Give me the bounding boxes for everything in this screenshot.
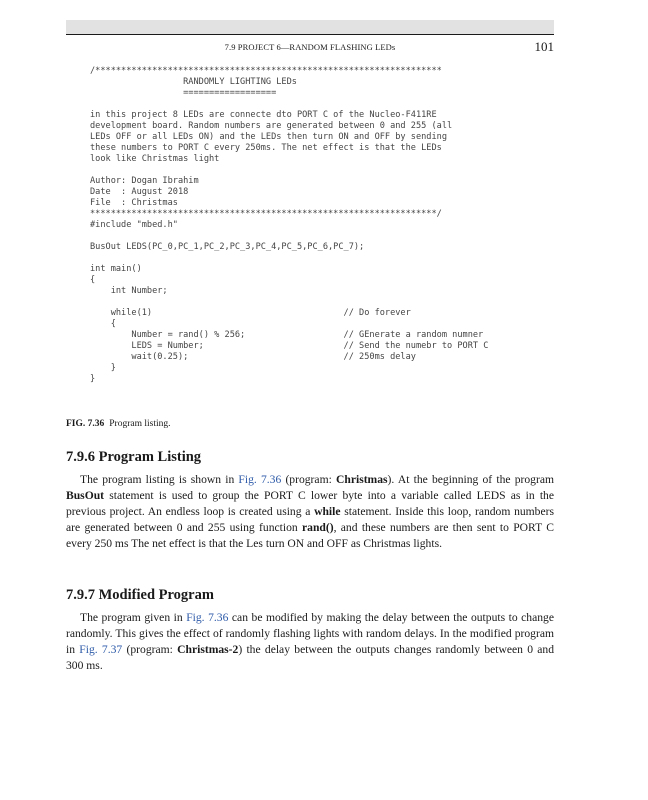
code-line	[90, 297, 560, 308]
text-run: statement is used to group the PORT C lower byte into a variable called LEDS as in the previous project. An endless loop is created using a	[66, 489, 554, 518]
bold-run: BusOut	[66, 489, 105, 502]
code-line	[90, 99, 560, 110]
code-line: look like Christmas light	[90, 154, 220, 164]
running-head	[66, 39, 554, 55]
code-line: int main()	[90, 264, 142, 274]
bold-run: rand()	[302, 521, 334, 534]
text-run: can be modified by making the delay between the outputs to change randomly. This gives the effect of randomly flashing lights with random delays. In the modified program in	[66, 611, 554, 656]
figure-link-7-36[interactable]: Fig. 7.36	[186, 611, 229, 624]
code-line: #include "mbed.h"	[90, 220, 178, 230]
text-run: , and these numbers are then sent to PORT C every 250 ms The net effect is that the Les turn ON and OFF as Christmas lights.	[66, 521, 554, 550]
code-line: *******************************************************************/	[90, 209, 442, 219]
code-listing	[90, 66, 560, 385]
paragraph-program-listing	[66, 472, 554, 552]
bold-run: Christmas	[336, 473, 388, 486]
paragraph-modified-program	[66, 610, 554, 674]
code-line	[90, 231, 560, 242]
code-line: }	[90, 374, 96, 384]
code-line: }	[90, 363, 116, 373]
section-heading-program-listing: 7.9.6 Program Listing	[66, 449, 202, 465]
text-run: (program:	[122, 643, 178, 656]
header-band	[66, 20, 554, 34]
bold-run: Christmas-2	[177, 643, 239, 656]
code-line: while(1) // Do forever	[90, 308, 411, 318]
page-number: 101	[534, 39, 554, 54]
code-line: BusOut LEDS(PC_0,PC_1,PC_2,PC_3,PC_4,PC_5,PC_6,PC_7);	[90, 242, 365, 252]
figure-link-7-36[interactable]: Fig. 7.36	[238, 473, 282, 486]
code-line: ==================	[90, 88, 277, 98]
running-title: 7.9 PROJECT 6—RANDOM FLASHING LEDs	[224, 42, 396, 52]
figure-caption	[66, 419, 171, 429]
text-run: (program:	[281, 473, 336, 486]
code-line: in this project 8 LEDs are connecte dto PORT C of the Nucleo-F411RE	[90, 110, 437, 120]
code-line: int Number;	[90, 286, 168, 296]
code-line: LEDs OFF or all LEDs ON) and the LEDs then turn ON and OFF by sending	[90, 132, 447, 142]
figure-link-7-37[interactable]: Fig. 7.37	[79, 643, 123, 656]
figure-label: FIG. 7.36	[66, 419, 105, 429]
code-line: wait(0.25); // 250ms delay	[90, 352, 416, 362]
code-line	[90, 165, 560, 176]
text-run: ) the delay between the outputs changes randomly between 0 and 300 ms.	[66, 643, 555, 672]
text-run: statement. Inside this loop, random numbers are generated between 0 and 255 using function	[66, 505, 555, 534]
code-line: Date : August 2018	[90, 187, 189, 197]
code-line: development board. Random numbers are generated between 0 and 255 (all	[90, 121, 453, 131]
text-run: ). At the beginning of the program	[387, 473, 554, 486]
code-line: {	[90, 319, 116, 329]
code-line: LEDS = Number; // Send the numebr to PORT C	[90, 341, 489, 351]
code-line: RANDOMLY LIGHTING LEDs	[90, 77, 297, 87]
code-line: Number = rand() % 256; // GEnerate a random numner	[90, 330, 484, 340]
code-line	[90, 253, 560, 264]
section-heading-modified-program: 7.9.7 Modified Program	[66, 587, 214, 603]
code-line: {	[90, 275, 96, 285]
figure-caption-text: Program listing.	[109, 419, 171, 429]
code-line: Author: Dogan Ibrahim	[90, 176, 199, 186]
text-run: The program given in	[80, 611, 187, 624]
code-line: these numbers to PORT C every 250ms. The net effect is that the LEDs	[90, 143, 442, 153]
code-line: /*******************************************************************	[90, 66, 442, 76]
bold-run: while	[314, 505, 341, 518]
header-rule	[66, 34, 554, 35]
code-line: File : Christmas	[90, 198, 178, 208]
text-run: The program listing is shown in	[80, 473, 239, 486]
